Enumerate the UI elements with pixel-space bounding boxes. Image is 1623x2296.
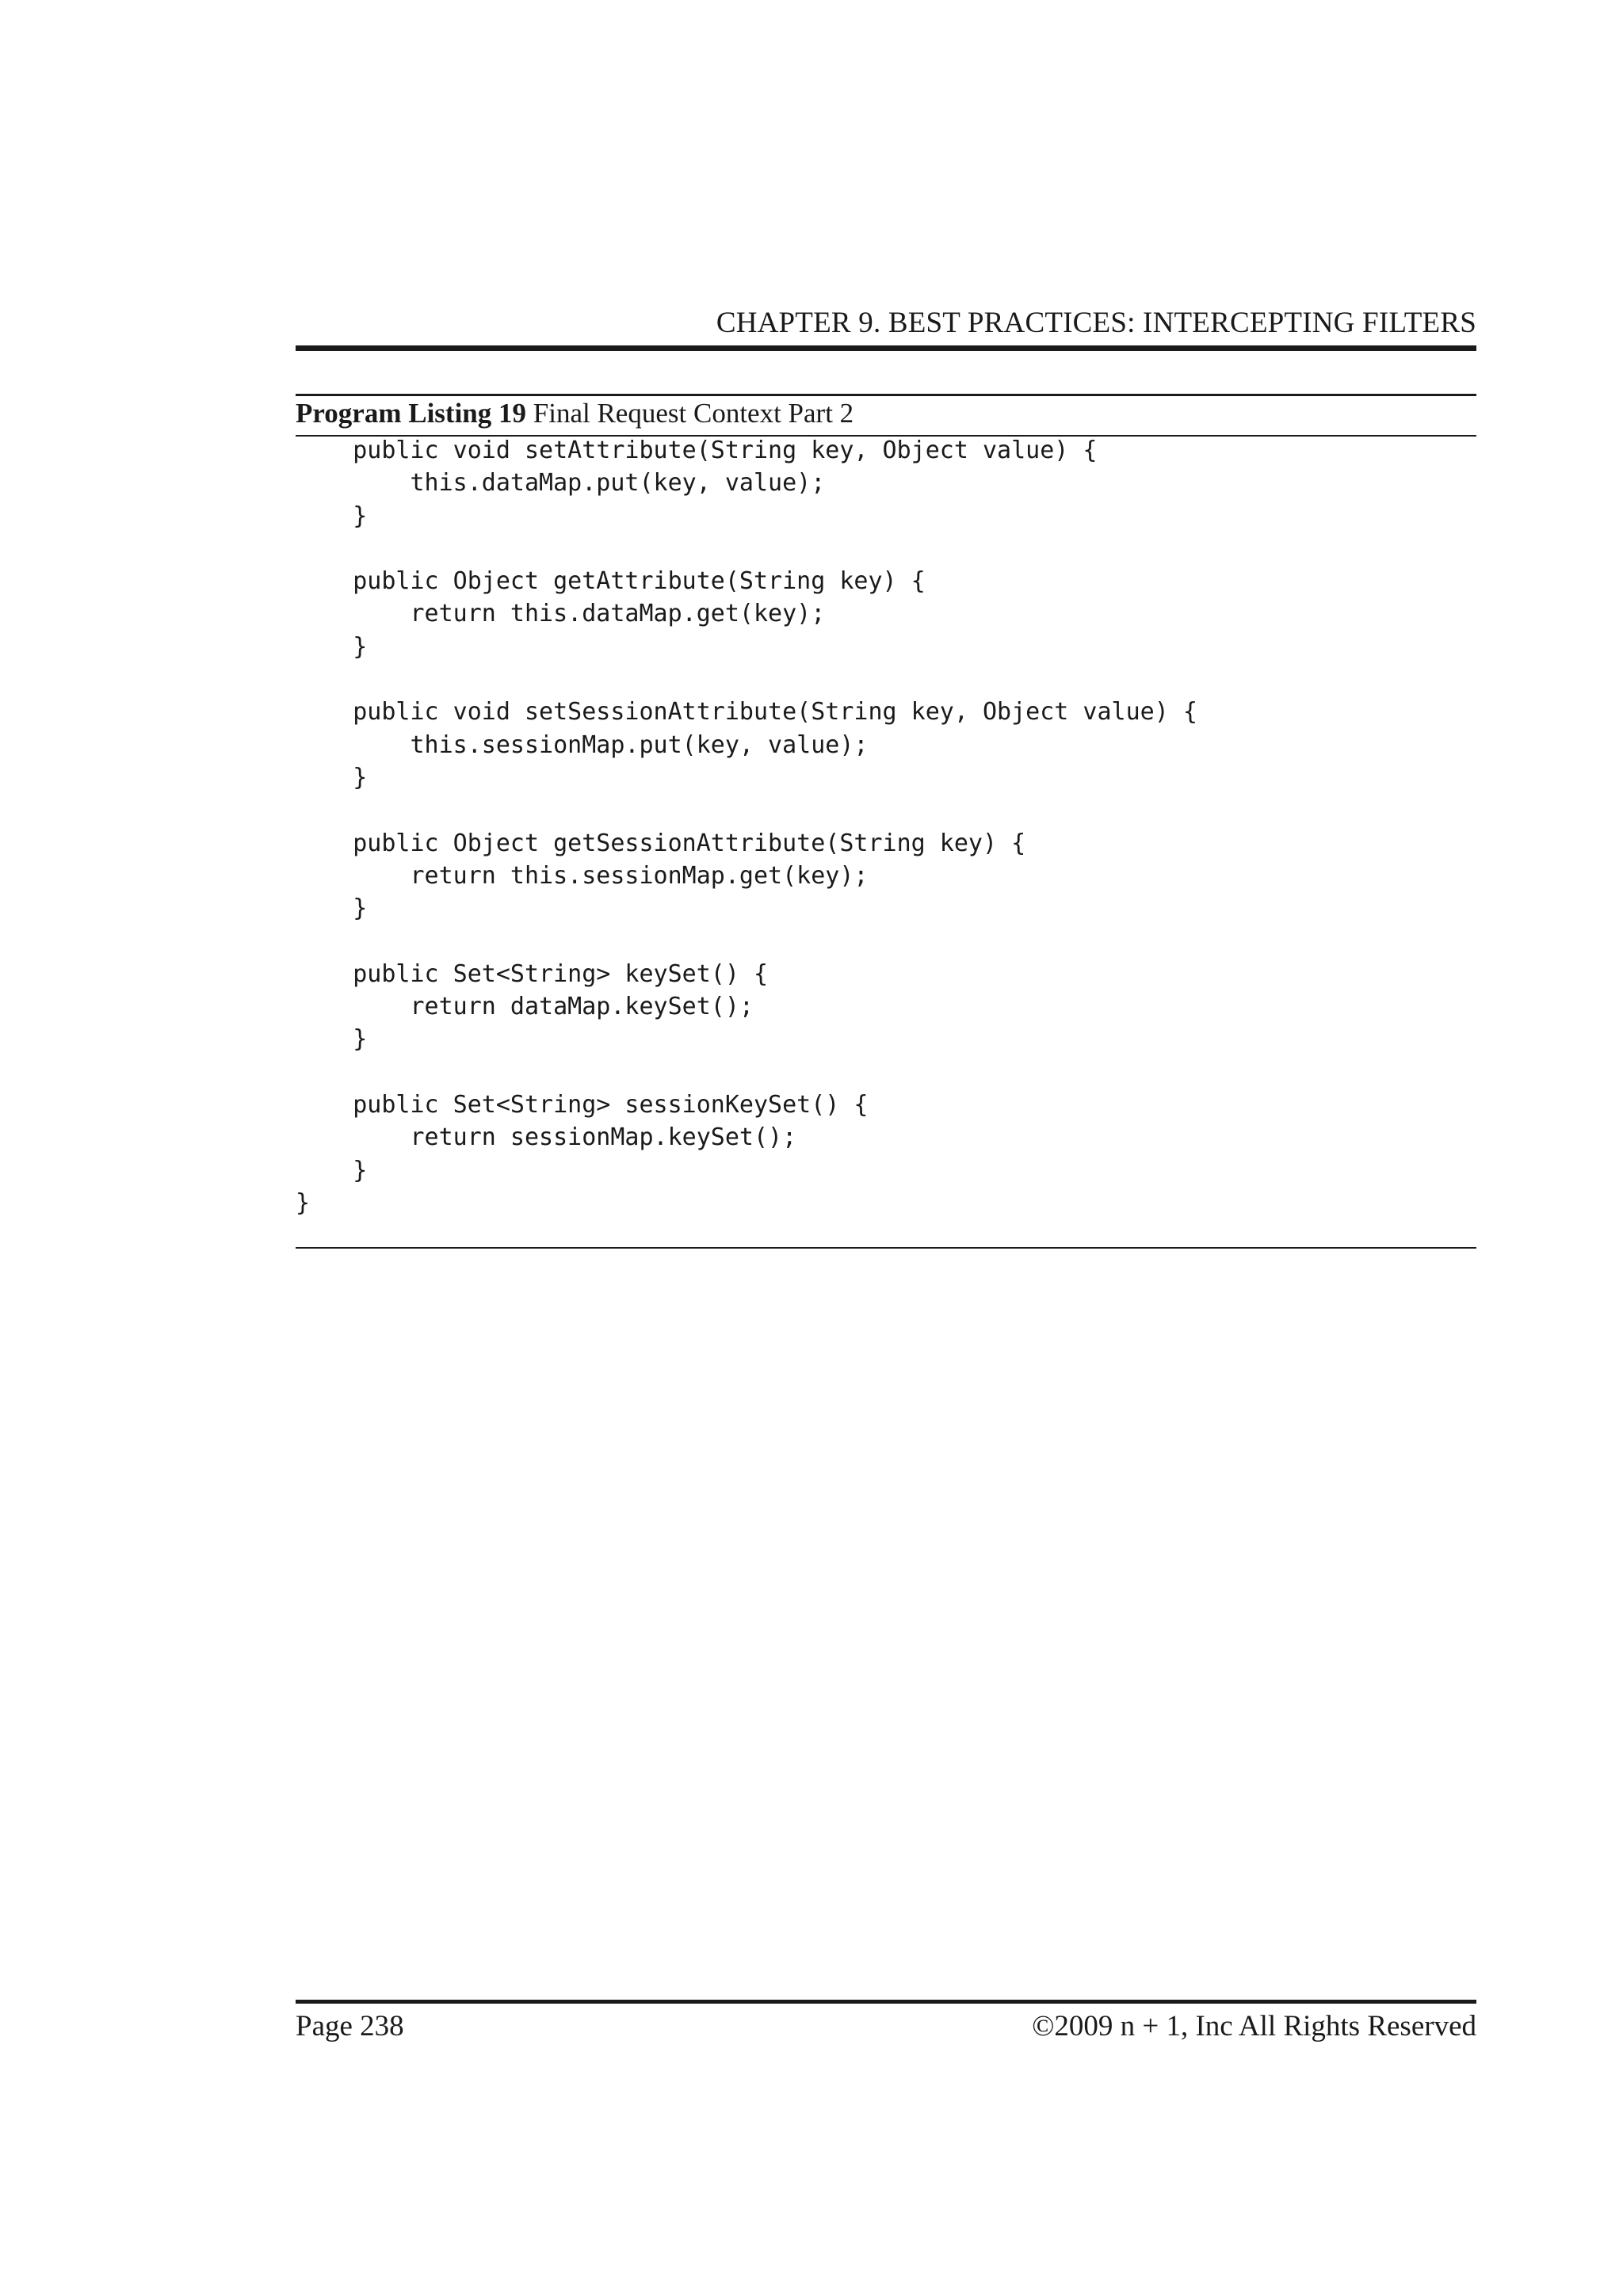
code-line: public void setSessionAttribute(String key, Object value) { [296,698,1197,727]
code-line: } [296,632,368,661]
listing-bottom-rule [296,1247,1476,1249]
code-line: } [296,502,368,530]
code-line: return this.dataMap.get(key); [296,600,826,628]
header-rule [296,345,1476,351]
code-line: return this.sessionMap.get(key); [296,861,869,890]
code-line: public Object getAttribute(String key) { [296,567,926,596]
code-line [296,925,1197,957]
code-line: return dataMap.keySet(); [296,993,754,1021]
listing-caption [296,394,1476,433]
code-line: } [296,763,368,791]
code-line: } [296,894,368,923]
code-line: this.sessionMap.put(key, value); [296,730,869,759]
code-line [296,794,1197,826]
code-line: public Set<String> sessionKeySet() { [296,1090,869,1119]
code-line: } [296,1156,368,1184]
code-line: } [296,1188,311,1217]
code-line: public void setAttribute(String key, Object value) { [296,437,1098,464]
code-line: return sessionMap.keySet(); [296,1123,797,1152]
listing-title: Final Request Context Part 2 [533,398,854,429]
code-listing [296,434,1197,1219]
code-line: public Set<String> keySet() { [296,959,769,988]
listing-label: Program Listing 19 [296,398,527,429]
code-line: this.dataMap.put(key, value); [296,469,826,498]
code-line: } [296,1025,368,1054]
page-number: Page 238 [296,2010,404,2042]
footer-rule [296,2000,1476,2004]
copyright-notice: ©2009 n + 1, Inc All Rights Reserved [1032,2010,1476,2042]
code-line [296,1056,1197,1089]
code-line [296,663,1197,696]
code-line: public Object getSessionAttribute(String key) { [296,829,1026,857]
running-header: CHAPTER 9. BEST PRACTICES: INTERCEPTING FILTERS [716,307,1476,339]
code-line [296,532,1197,565]
